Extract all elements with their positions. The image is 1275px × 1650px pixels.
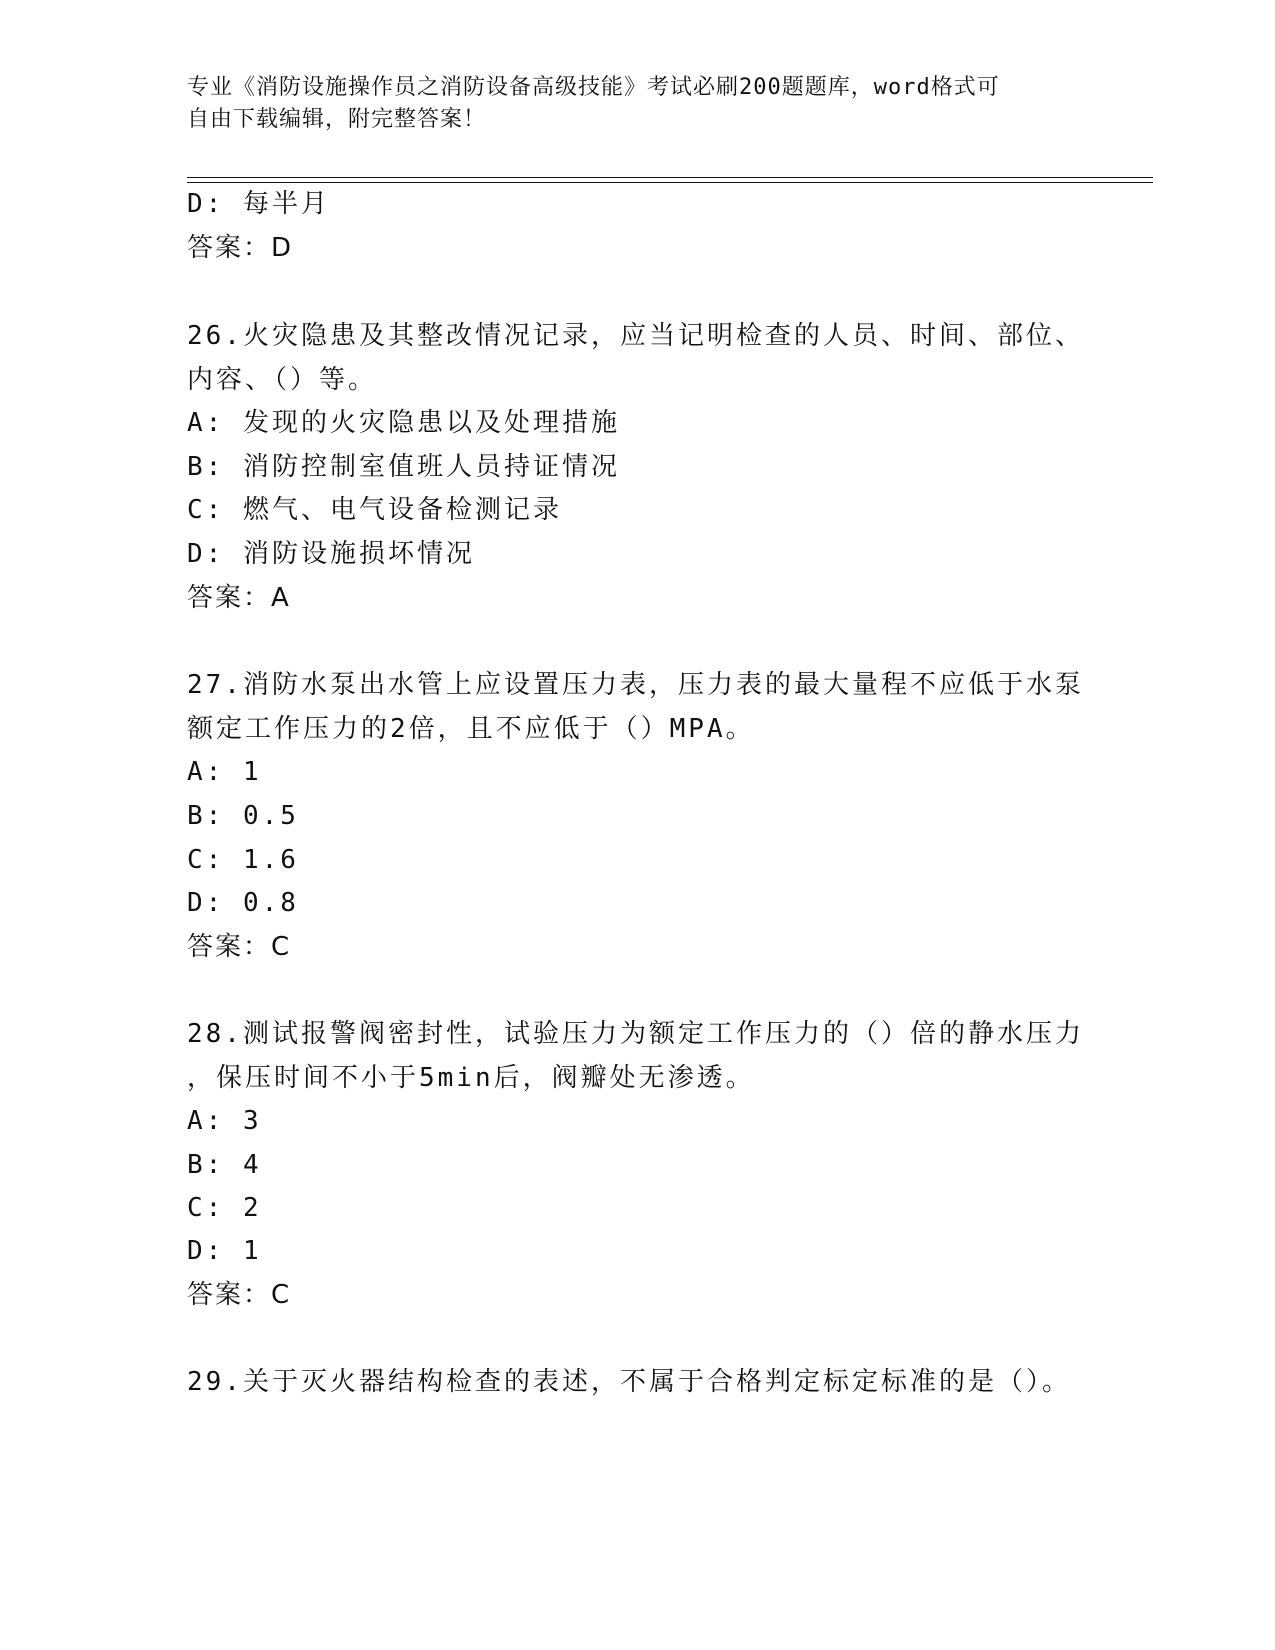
answer: 答案：C <box>187 1280 292 1310</box>
option-c: C: 2 <box>187 1193 262 1223</box>
document-header <box>187 72 1087 136</box>
option-d: D: 0.8 <box>187 888 299 918</box>
question-stem-line-2: ，保压时间不小于5min后，阀瓣处无渗透。 <box>187 1063 755 1093</box>
option-a: A: 发现的火灾隐患以及处理措施 <box>187 408 620 438</box>
option-b: B: 0.5 <box>187 801 299 831</box>
answer: 答案：A <box>187 583 291 613</box>
prev-option-d: D: 每半月 <box>187 189 330 219</box>
question-stem-line-1: 28.测试报警阀密封性，试验压力为额定工作压力的（）倍的静水压力 <box>187 1019 1084 1049</box>
option-a: A: 3 <box>187 1106 262 1136</box>
option-c: C: 燃气、电气设备检测记录 <box>187 495 562 525</box>
option-d: D: 1 <box>187 1236 262 1266</box>
header-rule-bottom <box>187 182 1153 183</box>
question-stem-line-1: 27.消防水泵出水管上应设置压力表，压力表的最大量程不应低于水泵 <box>187 670 1084 700</box>
option-a: A: 1 <box>187 757 262 787</box>
answer: 答案：C <box>187 932 292 962</box>
option-d: D: 消防设施损坏情况 <box>187 539 475 569</box>
header-line-2: 自由下载编辑，附完整答案！ <box>187 107 487 132</box>
header-line-1: 专业《消防设施操作员之消防设备高级技能》考试必刷200题题库，word格式可 <box>187 75 1000 100</box>
header-rule-top <box>187 177 1153 178</box>
option-b: B: 消防控制室值班人员持证情况 <box>187 452 620 482</box>
option-b: B: 4 <box>187 1150 262 1180</box>
question-stem-line-1: 26.火灾隐患及其整改情况记录，应当记明检查的人员、时间、部位、 <box>187 321 1084 351</box>
question-stem-line-2: 内容、（）等。 <box>187 365 378 395</box>
option-c: C: 1.6 <box>187 845 299 875</box>
prev-answer: 答案：D <box>187 233 294 263</box>
question-stem-line-1: 29.关于灭火器结构检查的表述，不属于合格判定标定标准的是（）。 <box>187 1367 1071 1397</box>
question-stem-line-2: 额定工作压力的2倍，且不应低于（）MPA。 <box>187 714 755 744</box>
